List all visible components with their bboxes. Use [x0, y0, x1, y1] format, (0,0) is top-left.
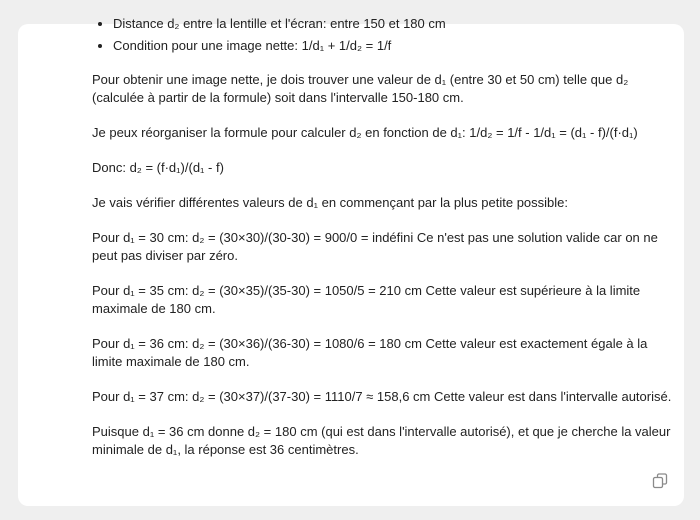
paragraph-formula-rearranged: Je peux réorganiser la formule pour calculer d₂ en fonction de d₁: 1/d₂ = 1/f - 1/d₁ = (d₁ - f)/(f·d₁) — [92, 125, 638, 140]
paragraph-case-36: Pour d₁ = 36 cm: d₂ = (30×36)/(36-30) = 1080/6 = 180 cm Cette valeur est exactement égale à la limite maximale de 180 cm. — [92, 336, 648, 369]
message-card — [18, 16, 684, 506]
paragraph-method: Je vais vérifier différentes valeurs de d₁ en commençant par la plus petite possible: — [92, 195, 569, 210]
copy-button[interactable] — [651, 472, 669, 490]
paragraph-conclusion: Puisque d₁ = 36 cm donne d₂ = 180 cm (qui est dans l'intervalle autorisé), et que je cherche la valeur minimale de d₁, la réponse est 36 centimètres. — [92, 424, 671, 457]
message-content — [92, 15, 674, 476]
paragraph-case-35: Pour d₁ = 35 cm: d₂ = (30×35)/(35-30) = 1050/5 = 210 cm Cette valeur est supérieure à la limite maximale de 180 cm. — [92, 283, 641, 316]
paragraph-case-30: Pour d₁ = 30 cm: d₂ = (30×30)/(30-30) = 900/0 = indéfini Ce n'est pas une solution valide car on ne peut pas diviser par zéro. — [92, 230, 658, 263]
paragraph-formula-result: Donc: d₂ = (f·d₁)/(d₁ - f) — [92, 160, 224, 175]
paragraph-intro: Pour obtenir une image nette, je dois trouver une valeur de d₁ (entre 30 et 50 cm) telle que d₂ (calculée à partir de la formule) soit dans l'intervalle 150-180 cm. — [92, 72, 629, 105]
paragraph-case-37: Pour d₁ = 37 cm: d₂ = (30×37)/(37-30) = 1110/7 ≈ 158,6 cm Cette valeur est dans l'intervalle autorisé. — [92, 389, 672, 404]
copy-icon — [651, 472, 669, 490]
condition-list — [92, 15, 674, 55]
list-item: • Condition pour une image nette: 1/d₁ + 1/d₂ = 1/f — [113, 37, 674, 55]
list-item: • Distance d₂ entre la lentille et l'écran: entre 150 et 180 cm — [113, 15, 674, 33]
